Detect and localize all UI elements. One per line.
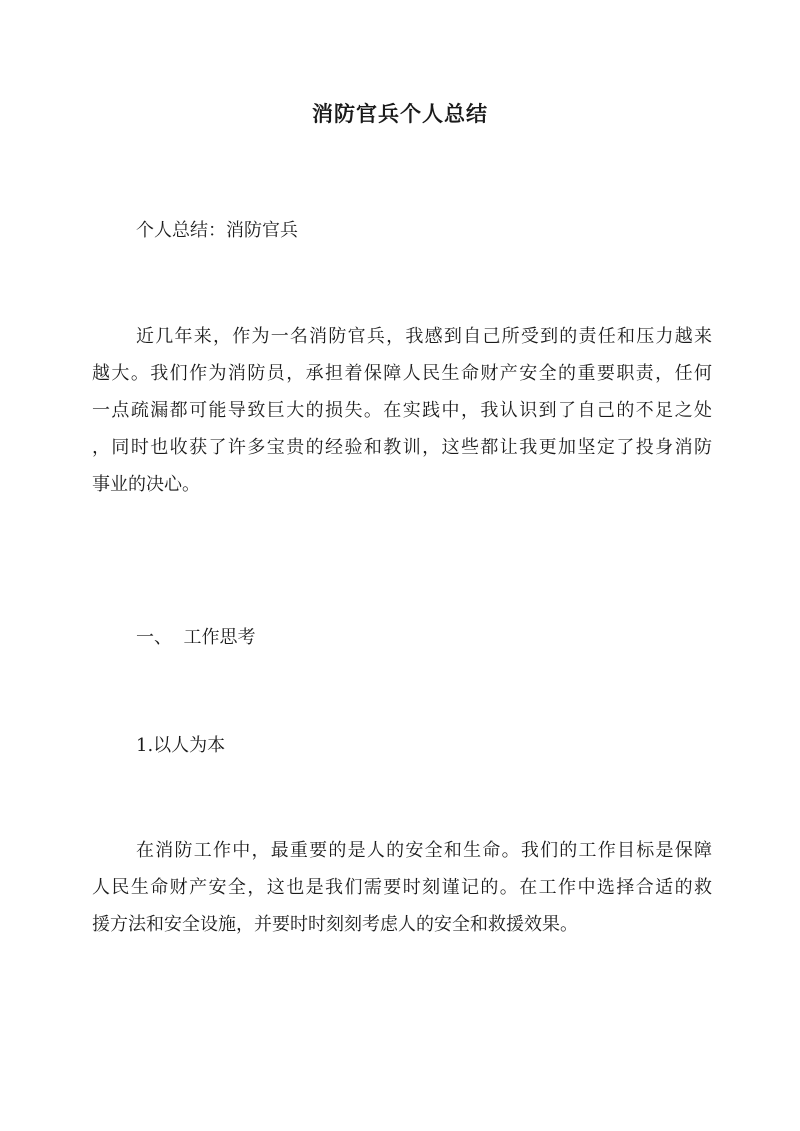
document-subtitle: 个人总结：消防官兵 [136, 220, 298, 241]
subsection-heading: 1.以人为本 [136, 735, 226, 756]
subsection-paragraph [92, 832, 712, 943]
document-title: 消防官兵个人总结 [312, 101, 488, 126]
paragraph-line: 人民生命财产安全，这也是我们需要时刻谨记的。在工作中选择合适的救 [92, 877, 712, 898]
paragraph-line: 援方法和安全设施，并要时时刻刻考虑人的安全和救援效果。 [92, 914, 578, 935]
paragraph-line: 事业的决心。 [92, 474, 200, 495]
paragraph-line: 一点疏漏都可能导致巨大的损失。在实践中，我认识到了自己的不足之处 [92, 400, 712, 421]
paragraph-line: ，同时也收获了许多宝贵的经验和教训，这些都让我更加坚定了投身消防 [92, 437, 712, 458]
section-heading: 一、 工作思考 [136, 627, 256, 648]
intro-paragraph [92, 318, 712, 503]
paragraph-line: 近几年来，作为一名消防官兵，我感到自己所受到的责任和压力越来 [136, 326, 712, 347]
paragraph-line: 越大。我们作为消防员，承担着保障人民生命财产安全的重要职责，任何 [92, 363, 712, 384]
paragraph-line: 在消防工作中，最重要的是人的安全和生命。我们的工作目标是保障 [136, 840, 712, 861]
